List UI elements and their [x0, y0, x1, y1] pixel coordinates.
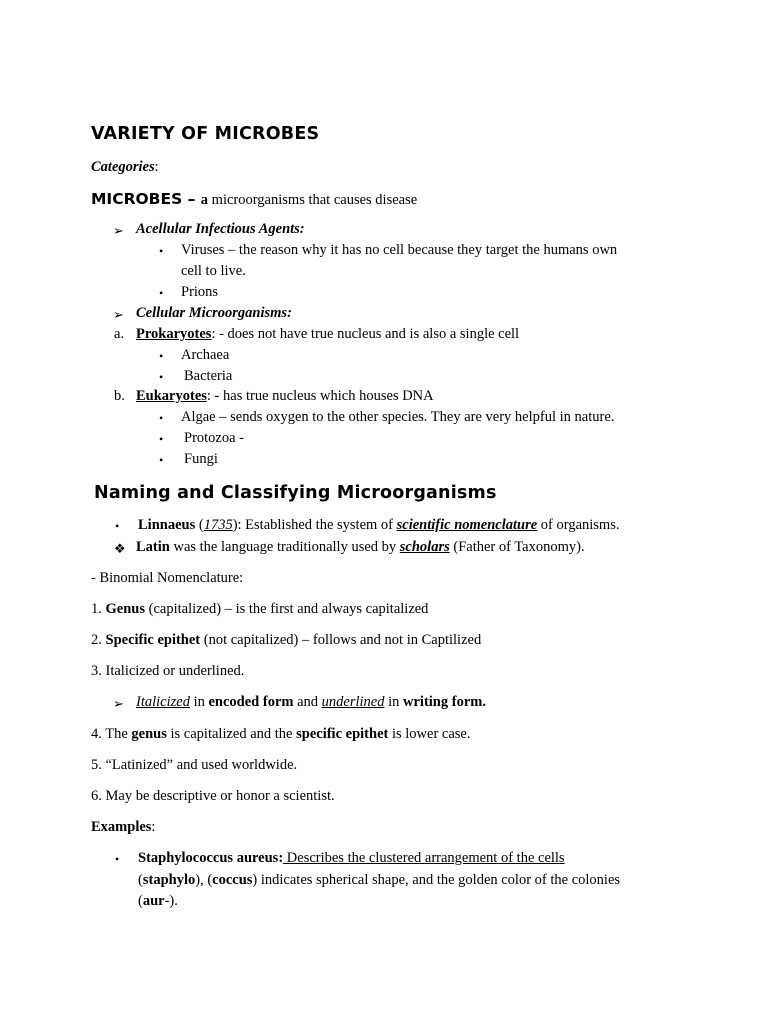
latin-scholars: scholars	[399, 539, 450, 555]
rule4-genus: genus	[131, 726, 167, 742]
bullet-icon: •	[115, 519, 120, 533]
staph-l2-coccus: coccus	[212, 872, 253, 888]
rule4-end: is lower case.	[388, 726, 471, 742]
bullet-icon: •	[159, 411, 164, 425]
examples-colon: :	[151, 819, 156, 835]
prokaryotes-line	[136, 326, 519, 343]
linnaeus-name: Linnaeus	[138, 517, 196, 533]
bullet-icon: •	[159, 244, 164, 258]
eukaryotes-line	[136, 388, 434, 405]
rule1-bold: Genus	[105, 601, 145, 617]
form-encoded: encoded form	[208, 694, 294, 710]
arrow-bullet-icon: ➢	[113, 307, 124, 322]
bullet-icon: •	[159, 453, 164, 467]
acellular-label: Acellular Infectious Agents:	[136, 221, 305, 237]
bullet-icon: •	[159, 370, 164, 384]
page-title: VARIETY OF MICROBES	[91, 124, 320, 144]
form-in2: in	[384, 694, 404, 710]
form-italicized: Italicized	[136, 694, 190, 710]
rule-4	[91, 726, 470, 743]
protozoa-item: Protozoa -	[184, 430, 244, 446]
examples-heading	[91, 819, 155, 836]
prok-label: Prokaryotes	[136, 326, 212, 342]
fungi-item: Fungi	[184, 451, 218, 467]
form-and: and	[293, 694, 322, 710]
microbes-definition	[91, 190, 417, 209]
rule-6: 6. May be descriptive or honor a scientist.	[91, 788, 335, 804]
categories-line	[91, 159, 159, 176]
cellular-label: Cellular Microorganisms:	[136, 305, 292, 321]
linnaeus-item	[138, 517, 619, 534]
archaea-item: Archaea	[181, 347, 230, 363]
bullet-icon: •	[159, 286, 164, 300]
linnaeus-year: 1735	[203, 517, 233, 533]
rule2-bold: Specific epithet	[105, 632, 201, 648]
rule1-rest: (capitalized) – is the first and always capitalized	[145, 601, 429, 617]
linnaeus-open: (	[195, 517, 204, 533]
examples-label: Examples	[91, 819, 152, 835]
staph-l2-open: (	[138, 872, 143, 888]
bullet-icon: •	[115, 852, 120, 866]
prok-letter: a.	[114, 326, 125, 342]
diamond-bullet-icon: ❖	[114, 541, 126, 556]
viruses-item-cont: cell to live.	[181, 263, 246, 279]
latin-label: Latin	[136, 539, 170, 555]
staph-l2-staphylo: staphylo	[142, 872, 196, 888]
microbes-a: a	[200, 192, 209, 208]
linnaeus-end: of organisms.	[537, 517, 620, 533]
prions-item: Prions	[181, 284, 219, 300]
algae-item: Algae – sends oxygen to the other species. They are very helpful in nature.	[181, 409, 615, 425]
microbes-label: MICROBES	[91, 190, 183, 208]
rule4-se: specific epithet	[296, 726, 389, 742]
rule4-mid: is capitalized and the	[166, 726, 297, 742]
bacteria-item: Bacteria	[184, 368, 233, 384]
rule-3: 3. Italicized or underlined.	[91, 663, 245, 679]
viruses-item: Viruses – the reason why it has no cell because they target the humans own	[181, 242, 618, 258]
euk-def: : - has true nucleus which houses DNA	[206, 388, 434, 404]
categories-label: Categories	[91, 159, 155, 175]
cellular-heading	[136, 305, 292, 322]
rule4-pre: 4. The	[91, 726, 132, 742]
rule-1	[91, 601, 428, 618]
rule-2	[91, 632, 481, 649]
euk-letter: b.	[114, 388, 125, 404]
rule-5: 5. “Latinized” and used worldwide.	[91, 757, 298, 773]
latin-mid: was the language traditionally used by	[169, 539, 400, 555]
form-in1: in	[189, 694, 209, 710]
microbes-def: microorganisms that causes disease	[208, 192, 418, 208]
arrow-bullet-icon: ➢	[113, 223, 124, 238]
acellular-heading	[136, 221, 305, 238]
linnaeus-sn: scientific nomenclature	[396, 517, 538, 533]
form-underlined: underlined	[321, 694, 385, 710]
staph-l3-open: (	[138, 893, 143, 909]
staph-desc: Describes the clustered arrangement of the cells	[283, 850, 565, 866]
latin-item	[136, 539, 585, 556]
staph-example-line2	[138, 872, 620, 889]
euk-label: Eukaryotes	[136, 388, 207, 404]
rule1-num: 1.	[91, 601, 106, 617]
arrow-bullet-icon: ➢	[113, 696, 124, 711]
bullet-icon: •	[159, 432, 164, 446]
section-heading: Naming and Classifying Microorganisms	[94, 483, 497, 503]
latin-end: (Father of Taxonomy).	[449, 539, 585, 555]
rule2-rest: (not capitalized) – follows and not in Captilized	[200, 632, 482, 648]
microbes-dash: –	[182, 190, 201, 208]
staph-example-line3	[138, 893, 178, 910]
staph-l2-rest: ) indicates spherical shape, and the golden color of the colonies	[252, 872, 621, 888]
staph-l3-end: -).	[164, 893, 178, 909]
linnaeus-mid: ): Established the system of	[232, 517, 397, 533]
bullet-icon: •	[159, 349, 164, 363]
binomial-heading: - Binomial Nomenclature:	[91, 570, 244, 586]
staph-example	[138, 850, 565, 867]
form-line	[136, 694, 486, 711]
staph-l2-mid: ), (	[195, 872, 213, 888]
form-writing: writing form.	[403, 694, 486, 710]
staph-l3-aur: aur	[142, 893, 165, 909]
categories-colon: :	[154, 159, 159, 175]
staph-name: Staphylococcus aureus:	[138, 850, 284, 866]
prok-def: : - does not have true nucleus and is also a single cell	[211, 326, 520, 342]
rule2-num: 2.	[91, 632, 106, 648]
